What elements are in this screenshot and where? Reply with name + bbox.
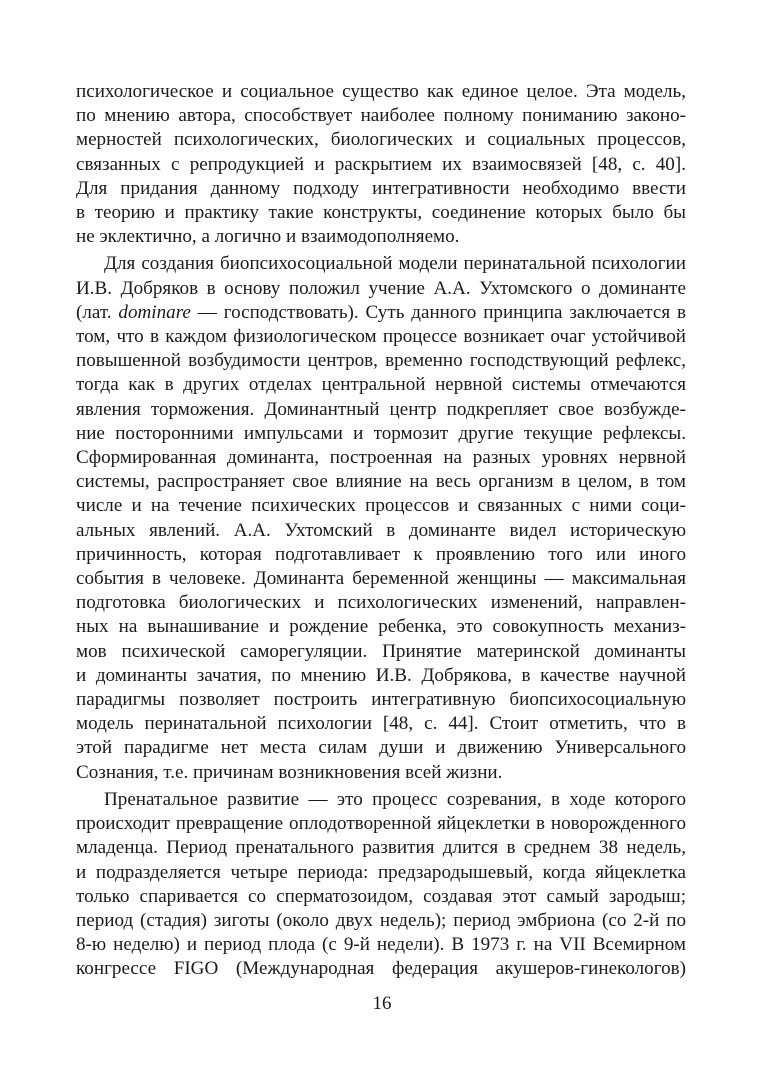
- text-line: мерностей психологических, биологических и социальных процессов,: [76, 129, 686, 151]
- text-line: ние посторонними импульсами и тормозит другие текущие рефлексы.: [76, 422, 686, 444]
- text-line: конгрессе FIGO (Международная федерация акушеров-гинекологов): [76, 958, 686, 980]
- text-fragment: (лат.: [76, 301, 119, 323]
- text-line: Сформированная доминанта, построенная на разных уровнях нервной: [76, 447, 686, 469]
- text-line: 8-ю неделю) и период плода (с 9-й недели). В 1973 г. на VII Всемирном: [76, 934, 686, 956]
- text-line: системы, распространяет свое влияние на весь организм в целом, в том: [76, 471, 686, 493]
- text-line: происходит превращение оплодотворенной яйцеклетки в новорожденного: [76, 813, 686, 835]
- text-line: Для создания биопсихосоциальной модели перинатальной психологии: [104, 253, 686, 275]
- text-line: том, что в каждом физиологическом процессе возникает очаг устойчивой: [76, 326, 686, 348]
- text-line: причинность, которая подготавливает к проявлению того или иного: [76, 543, 686, 565]
- page-number: 16: [372, 993, 392, 1014]
- paragraph-3: [76, 788, 686, 982]
- text-line: этой парадигме нет места силам души и движению Универсального: [76, 737, 686, 759]
- text-line: числе и на течение психических процессов и связанных с ними соци-: [76, 495, 686, 517]
- text-line: по мнению автора, способствует наиболее полному пониманию законо-: [76, 105, 686, 127]
- text-line: мов психической саморегуляции. Принятие материнской доминанты: [76, 640, 686, 662]
- text-line: альных явлений. А.А. Ухтомский в доминанте видел историческую: [76, 519, 686, 541]
- text-line: младенца. Период пренатального развития длится в среднем 38 недель,: [76, 837, 686, 859]
- text-line: ных на вынашивание и рождение ребенка, это совокупность механиз-: [76, 616, 686, 638]
- text-line: явления торможения. Доминантный центр подкрепляет свое возбужде-: [76, 398, 686, 420]
- latin-term: dominare: [118, 301, 191, 323]
- text-line: период (стадия) зиготы (около двух недель); период эмбриона (со 2-й по: [76, 909, 686, 931]
- text-line: только спаривается со сперматозоидом, создавая этот самый зародыш;: [76, 885, 686, 907]
- text-line: в теорию и практику такие конструкты, соединение которых было бы: [76, 202, 686, 224]
- text-line: тогда как в других отделах центральной нервной системы отмечаются: [76, 374, 686, 396]
- paragraph-2: [76, 252, 686, 784]
- text-line: парадигмы позволяет построить интегративную биопсихосоциальную: [76, 689, 686, 711]
- text-fragment: — господствовать). Суть данного принципа заключается в: [190, 301, 687, 323]
- text-line: и доминанты зачатия, по мнению И.В. Добрякова, в качестве научной: [76, 664, 686, 686]
- text-line: модель перинатальной психологии [48, с. 44]. Стоит отметить, что в: [76, 713, 686, 735]
- page-body: [76, 80, 686, 982]
- text-line: не эклектично, а логично и взаимодополняемо.: [76, 226, 460, 248]
- paragraph-1: [76, 80, 686, 249]
- text-line: связанных с репродукцией и раскрытием их взаимосвязей [48, с. 40].: [76, 153, 686, 175]
- text-line: Сознания, т.е. причинам возникновения всей жизни.: [76, 761, 503, 783]
- text-line: подготовка биологических и психологических изменений, направлен-: [76, 592, 686, 614]
- text-line: и подразделяется четыре периода: предзародышевый, когда яйцеклетка: [76, 861, 686, 883]
- text-line: Для придания данному подходу интегративности необходимо ввести: [76, 177, 686, 199]
- text-line: повышенной возбудимости центров, временно господствующий рефлекс,: [76, 350, 686, 372]
- text-line: события в человеке. Доминанта беременной женщины — максимальная: [76, 568, 686, 590]
- text-line: психологическое и социальное существо как единое целое. Эта модель,: [76, 81, 686, 102]
- text-line: Пренатальное развитие — это процесс созревания, в ходе которого: [104, 788, 686, 810]
- text-line: [76, 301, 686, 325]
- text-line: И.В. Добряков в основу положил учение А.А. Ухтомского о доминанте: [76, 277, 686, 299]
